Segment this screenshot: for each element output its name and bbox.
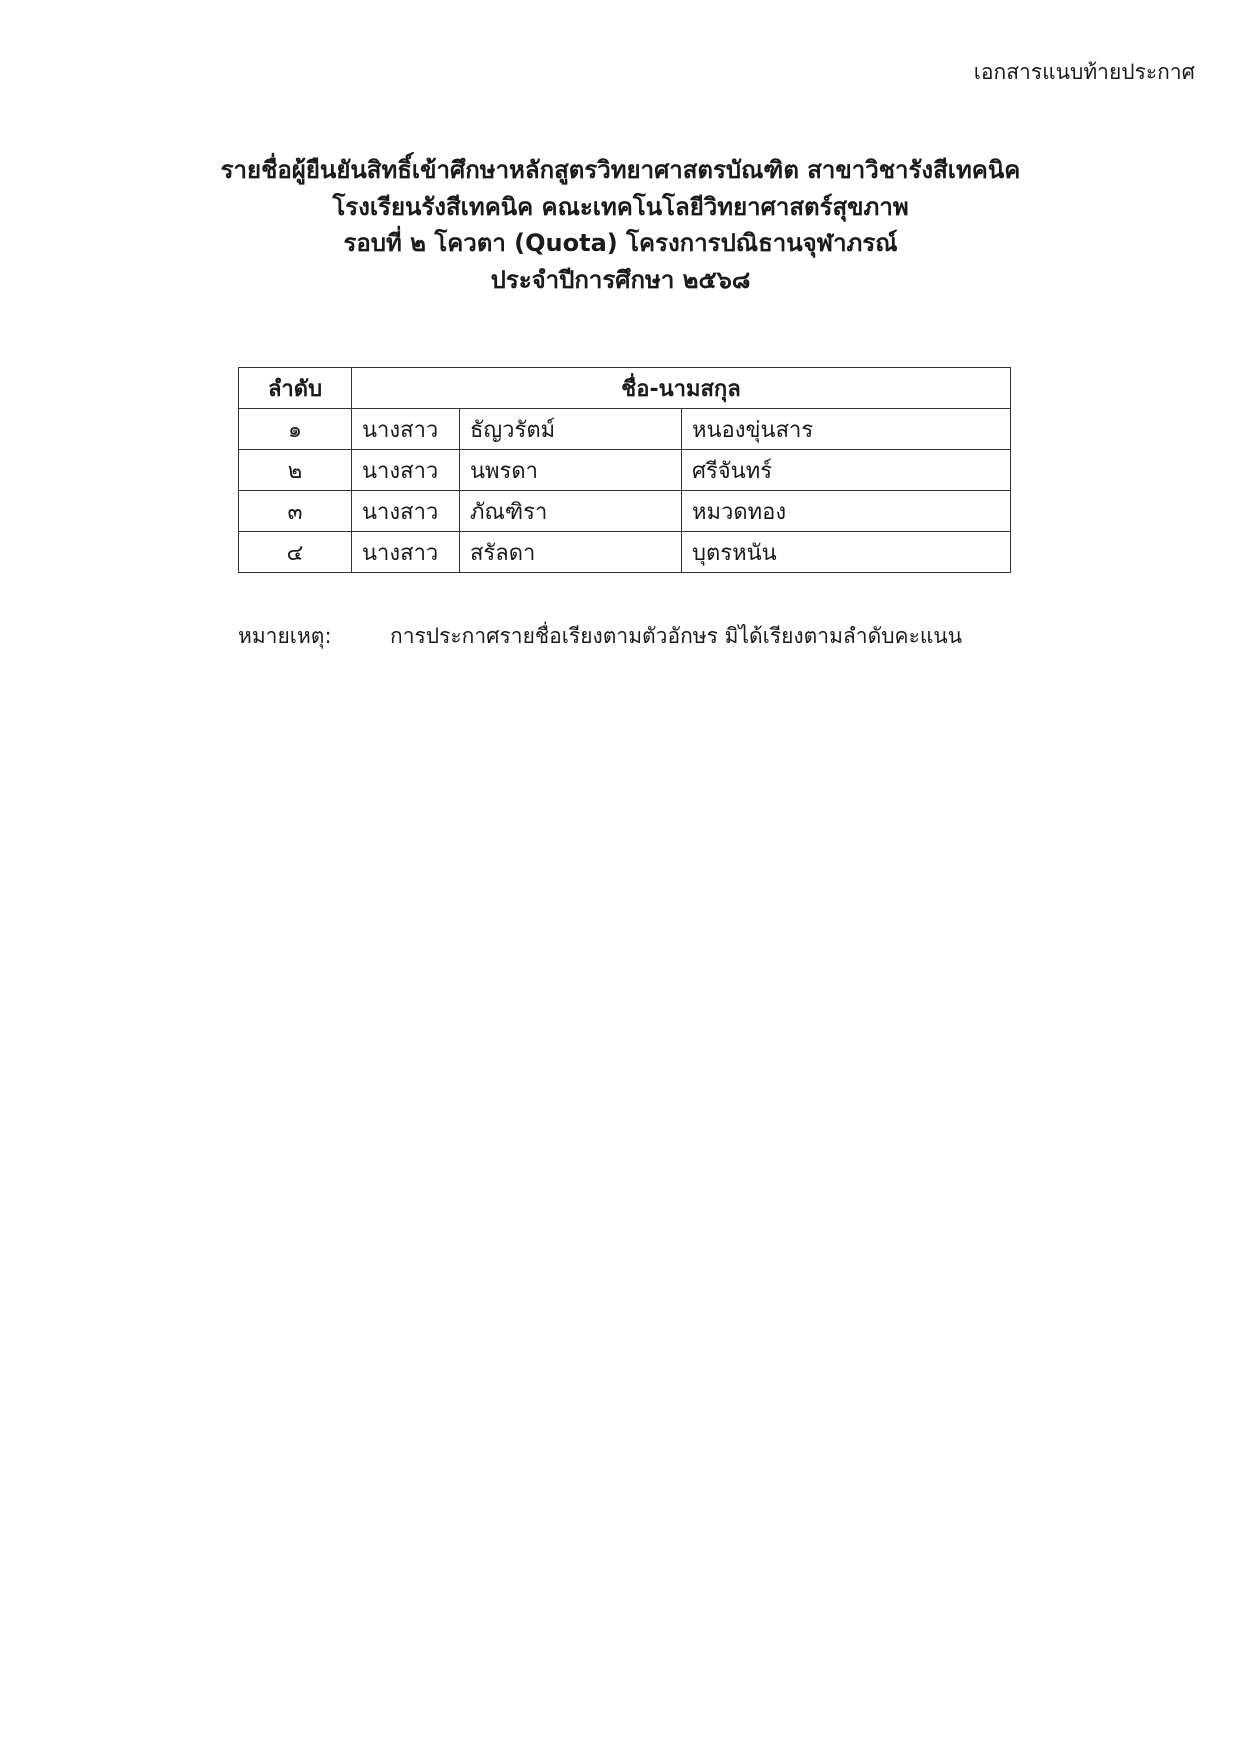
document-title: [0, 152, 1241, 298]
column-header-number: ลำดับ: [239, 368, 352, 409]
row-number: ๓: [239, 491, 352, 532]
title-line-2: โรงเรียนรังสีเทคนิค คณะเทคโนโลยีวิทยาศาสตร์สุขภาพ: [332, 192, 909, 221]
title-line-4: ประจำปีการศึกษา ๒๕๖๘: [490, 265, 751, 294]
first-name: สรัลดา: [460, 532, 682, 573]
attachment-label: เอกสารแนบท้ายประกาศ: [973, 60, 1195, 84]
name-prefix: นางสาว: [352, 491, 460, 532]
last-name: ศรีจันทร์: [682, 450, 1011, 491]
first-name: ภัณฑิรา: [460, 491, 682, 532]
note: [238, 620, 1010, 653]
name-prefix: นางสาว: [352, 532, 460, 573]
title-line-1: รายชื่อผู้ยืนยันสิทธิ์เข้าศึกษาหลักสูตรวิทยาศาสตรบัณฑิต สาขาวิชารังสีเทคนิค: [220, 156, 1021, 184]
table-header-row: [239, 368, 1011, 409]
table-row: [239, 532, 1011, 573]
last-name: บุตรหนัน: [682, 532, 1011, 573]
table-row: [239, 450, 1011, 491]
table-row: [239, 409, 1011, 450]
column-header-name: ชื่อ-นามสกุล: [352, 368, 1011, 409]
last-name: หมวดทอง: [682, 491, 1011, 532]
row-number: ๔: [239, 532, 352, 573]
row-number: ๒: [239, 450, 352, 491]
first-name: ธัญวรัตม์: [460, 409, 682, 450]
title-line-3: รอบที่ ๒ โควตา (Quota) โครงการปณิธานจุฬาภรณ์: [343, 229, 898, 257]
roster-table: [238, 367, 1011, 573]
note-text: การประกาศรายชื่อเรียงตามตัวอักษร มิได้เรียงตามลำดับคะแนน: [390, 624, 963, 648]
name-prefix: นางสาว: [352, 450, 460, 491]
note-label: หมายเหตุ:: [238, 624, 332, 648]
last-name: หนองขุ่นสาร: [682, 409, 1011, 450]
table-row: [239, 491, 1011, 532]
row-number: ๑: [239, 409, 352, 450]
name-prefix: นางสาว: [352, 409, 460, 450]
first-name: นพรดา: [460, 450, 682, 491]
